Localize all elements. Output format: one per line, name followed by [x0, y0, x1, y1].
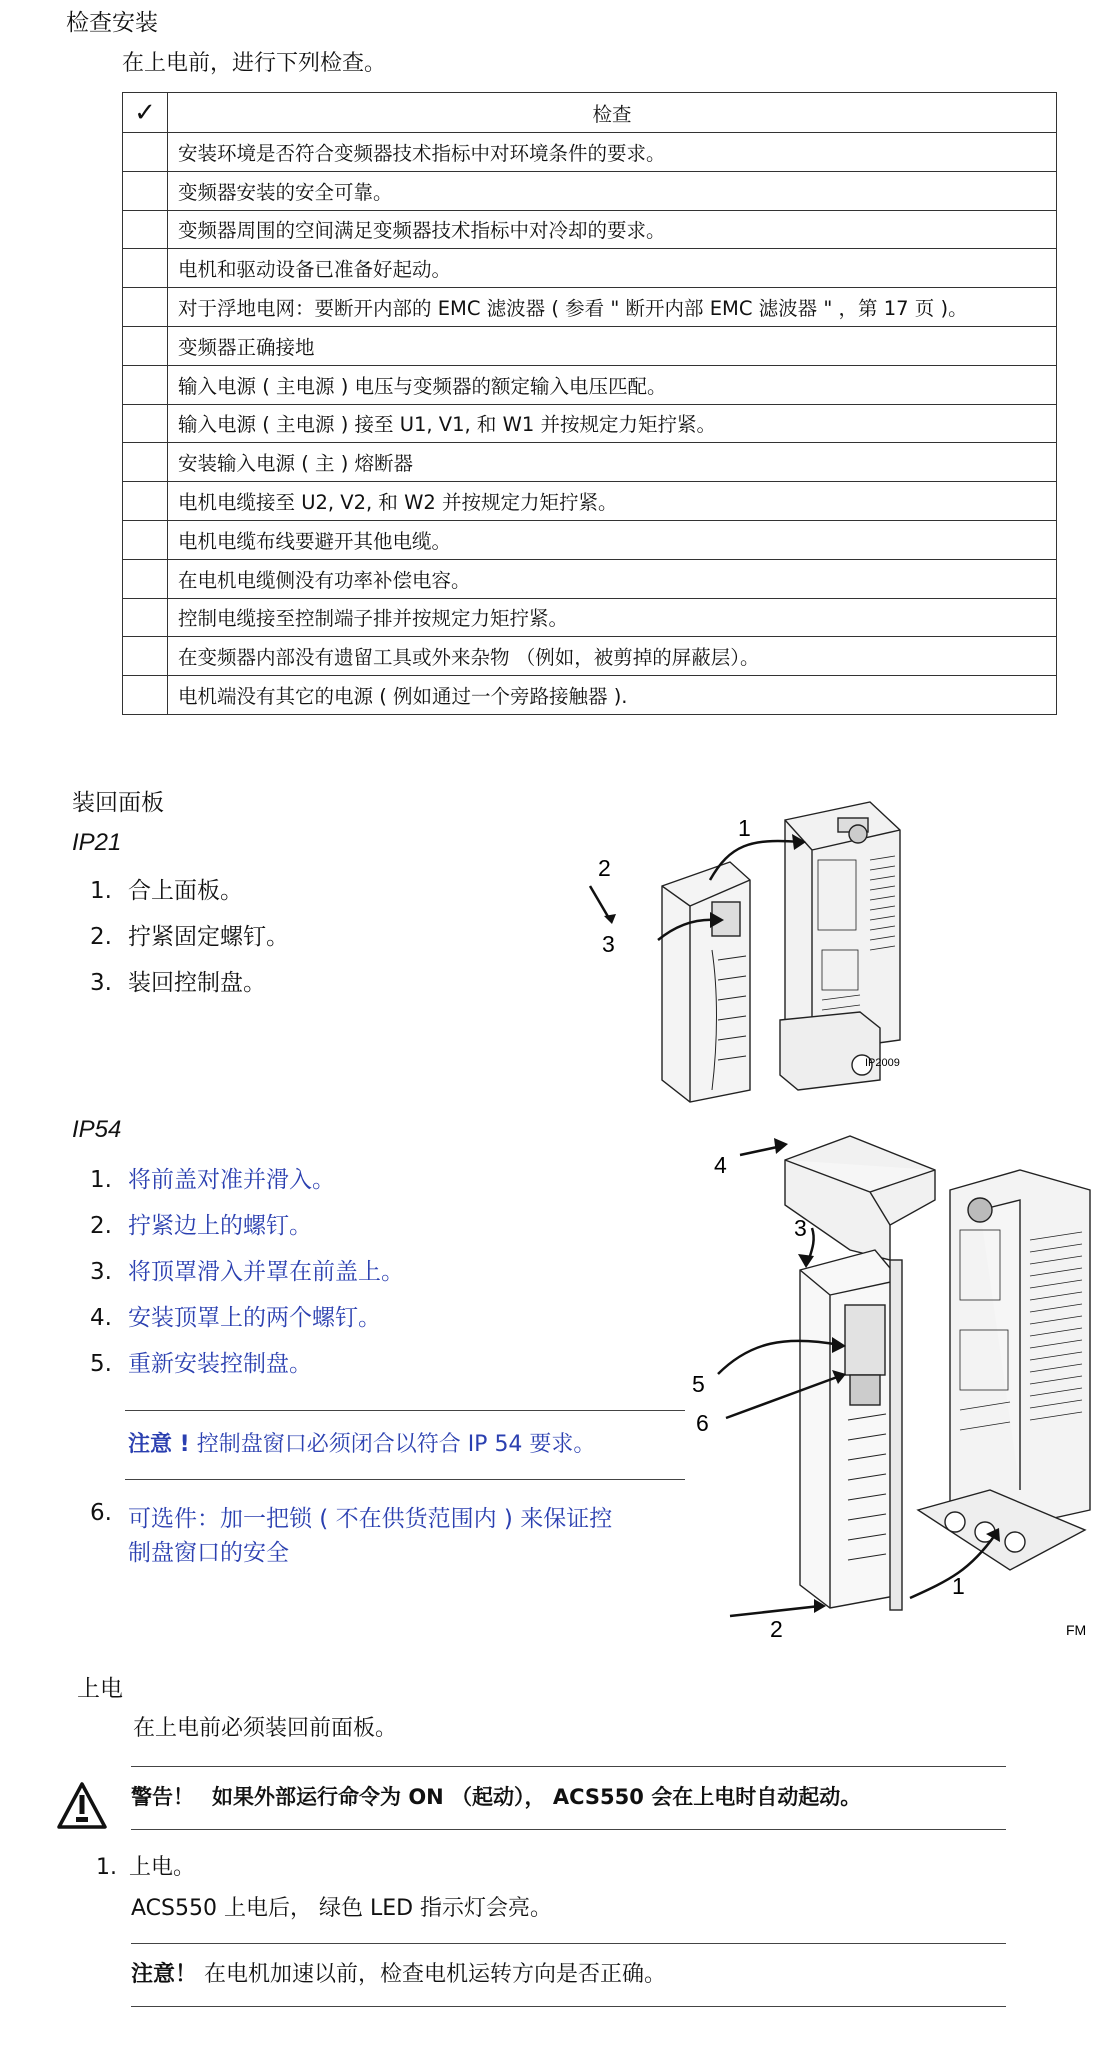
- warning-text: 警告！ 如果外部运行命令为 ON （起动）， ACS550 会在上电时自动起动。: [131, 1785, 862, 1809]
- power-note: [131, 1957, 666, 1988]
- note-text: 控制盘窗口必须闭合以符合 IP 54 要求。: [189, 1432, 596, 1457]
- table-row: [123, 637, 1057, 676]
- step6-line1: 可选件：加一把锁 ( 不在供货范围内 ) 来保证控: [128, 1506, 613, 1532]
- check-cell[interactable]: [123, 637, 168, 676]
- check-item-text: 变频器正确接地: [168, 326, 1057, 365]
- ip21-label: IP21: [72, 829, 122, 856]
- section-title-reinstall: 装回面板: [72, 790, 164, 816]
- table-row: [123, 326, 1057, 365]
- ip21-callout-2: 2: [598, 855, 611, 881]
- note2-rule-bottom: [131, 2006, 1006, 2007]
- ip21-figure: [600, 790, 930, 1090]
- check-item-text: 控制电缆接至控制端子排并按规定力矩拧紧。: [168, 598, 1057, 637]
- check-cell[interactable]: [123, 404, 168, 443]
- check-cell[interactable]: [123, 326, 168, 365]
- table-row: [123, 676, 1057, 715]
- ip54-steps: [90, 1157, 650, 1387]
- list-item: 3. 将顶罩滑入并罩在前盖上。: [90, 1259, 404, 1285]
- check-cell[interactable]: [123, 365, 168, 404]
- check-item-text: 电机电缆接至 U2, V2, 和 W2 并按规定力矩拧紧。: [168, 482, 1057, 521]
- ip54-figure-code: FM: [1066, 1622, 1087, 1638]
- section-title-power-on: 上电: [77, 1676, 123, 1702]
- table-row: [123, 249, 1057, 288]
- list-item: 3. 装回控制盘。: [90, 970, 266, 996]
- list-item: 4. 安装顶罩上的两个螺钉。: [90, 1305, 381, 1331]
- warning-rule-top: [131, 1766, 1006, 1767]
- checkmark-icon: ✓: [123, 93, 168, 133]
- ip54-callout-6: 6: [696, 1410, 709, 1436]
- check-item-text: 输入电源 ( 主电源 ) 电压与变频器的额定输入电压匹配。: [168, 365, 1057, 404]
- ip54-figure: [690, 1130, 1110, 1640]
- section-title-check: 检查安装: [66, 10, 158, 36]
- table-header-row: [123, 93, 1057, 133]
- warning-label: 警告！: [131, 1785, 194, 1809]
- ip54-callout-5: 5: [692, 1371, 705, 1397]
- check-item-text: 变频器周围的空间满足变频器技术指标中对冷却的要求。: [168, 210, 1057, 249]
- warning-icon: [56, 1781, 108, 1831]
- list-item: 1. 合上面板。: [90, 878, 243, 904]
- check-cell[interactable]: [123, 598, 168, 637]
- power-step-1: 1. 上电。: [96, 1855, 196, 1880]
- table-row: [123, 171, 1057, 210]
- note2-text: 在电机加速以前，检查电机运转方向是否正确。: [197, 1962, 667, 1987]
- step1-text: 上电。: [129, 1855, 196, 1880]
- check-cell[interactable]: [123, 520, 168, 559]
- note-label: 注意 !: [128, 1432, 190, 1457]
- table-row: [123, 443, 1057, 482]
- list-item: 1. 将前盖对准并滑入。: [90, 1167, 335, 1193]
- note2-rule-top: [131, 1943, 1006, 1944]
- check-item-text: 电机和驱动设备已准备好起动。: [168, 249, 1057, 288]
- check-cell[interactable]: [123, 171, 168, 210]
- check-cell[interactable]: [123, 482, 168, 521]
- section-intro-power-on: 在上电前必须装回前面板。: [133, 1716, 398, 1741]
- section-intro-check: 在上电前，进行下列检查。: [122, 51, 387, 76]
- warning-rule-bottom: [131, 1829, 1006, 1830]
- check-item-text: 对于浮地电网：要断开内部的 EMC 滤波器 ( 参看 " 断开内部 EMC 滤波器 " ，第 17 页 )。: [168, 288, 1057, 327]
- ip54-callout-3: 3: [794, 1215, 807, 1241]
- table-row: [123, 210, 1057, 249]
- note-rule-bottom: [125, 1479, 685, 1480]
- check-cell[interactable]: [123, 133, 168, 172]
- ip21-figure-code: IP2009: [865, 1057, 900, 1069]
- list-item: 5. 重新安装控制盘。: [90, 1351, 312, 1377]
- note-rule-top: [125, 1410, 685, 1411]
- check-table: [122, 92, 1057, 715]
- table-row: [123, 482, 1057, 521]
- table-row: [123, 133, 1057, 172]
- ip21-callout-3: 3: [602, 931, 615, 957]
- check-item-text: 电机端没有其它的电源 ( 例如通过一个旁路接触器 ).: [168, 676, 1057, 715]
- check-cell[interactable]: [123, 676, 168, 715]
- check-item-text: 电机电缆布线要避开其他电缆。: [168, 520, 1057, 559]
- check-item-text: 在变频器内部没有遗留工具或外来杂物 （例如，被剪掉的屏蔽层）。: [168, 637, 1057, 676]
- step1-detail: ACS550 上电后， 绿色 LED 指示灯会亮。: [131, 1896, 553, 1921]
- note2-label: 注意！: [131, 1962, 198, 1987]
- ip54-callout-1: 1: [952, 1573, 965, 1599]
- check-item-text: 安装输入电源 ( 主 ) 熔断器: [168, 443, 1057, 482]
- check-cell[interactable]: [123, 559, 168, 598]
- check-item-text: 输入电源 ( 主电源 ) 接至 U1, V1, 和 W1 并按规定力矩拧紧。: [168, 404, 1057, 443]
- check-item-text: 变频器安装的安全可靠。: [168, 171, 1057, 210]
- table-row: [123, 520, 1057, 559]
- step6-line2: 制盘窗口的安全: [128, 1540, 289, 1566]
- table-row: [123, 404, 1057, 443]
- table-row: [123, 365, 1057, 404]
- list-item: 2. 拧紧边上的螺钉。: [90, 1213, 312, 1239]
- check-cell[interactable]: [123, 249, 168, 288]
- check-item-text: 在电机电缆侧没有功率补偿电容。: [168, 559, 1057, 598]
- check-cell[interactable]: [123, 443, 168, 482]
- table-header-check: 检查: [168, 93, 1057, 133]
- list-item: 2. 拧紧固定螺钉。: [90, 924, 289, 950]
- ip21-steps: [90, 868, 490, 1006]
- ip21-callout-1: 1: [738, 815, 751, 841]
- ip54-callout-2: 2: [770, 1616, 783, 1642]
- table-row: [123, 598, 1057, 637]
- check-item-text: 安装环境是否符合变频器技术指标中对环境条件的要求。: [168, 133, 1057, 172]
- check-cell[interactable]: [123, 210, 168, 249]
- ip54-note: [128, 1427, 595, 1458]
- table-row: [123, 559, 1057, 598]
- ip54-label: IP54: [72, 1116, 122, 1143]
- ip54-callout-4: 4: [714, 1152, 727, 1178]
- table-row: [123, 288, 1057, 327]
- check-cell[interactable]: [123, 288, 168, 327]
